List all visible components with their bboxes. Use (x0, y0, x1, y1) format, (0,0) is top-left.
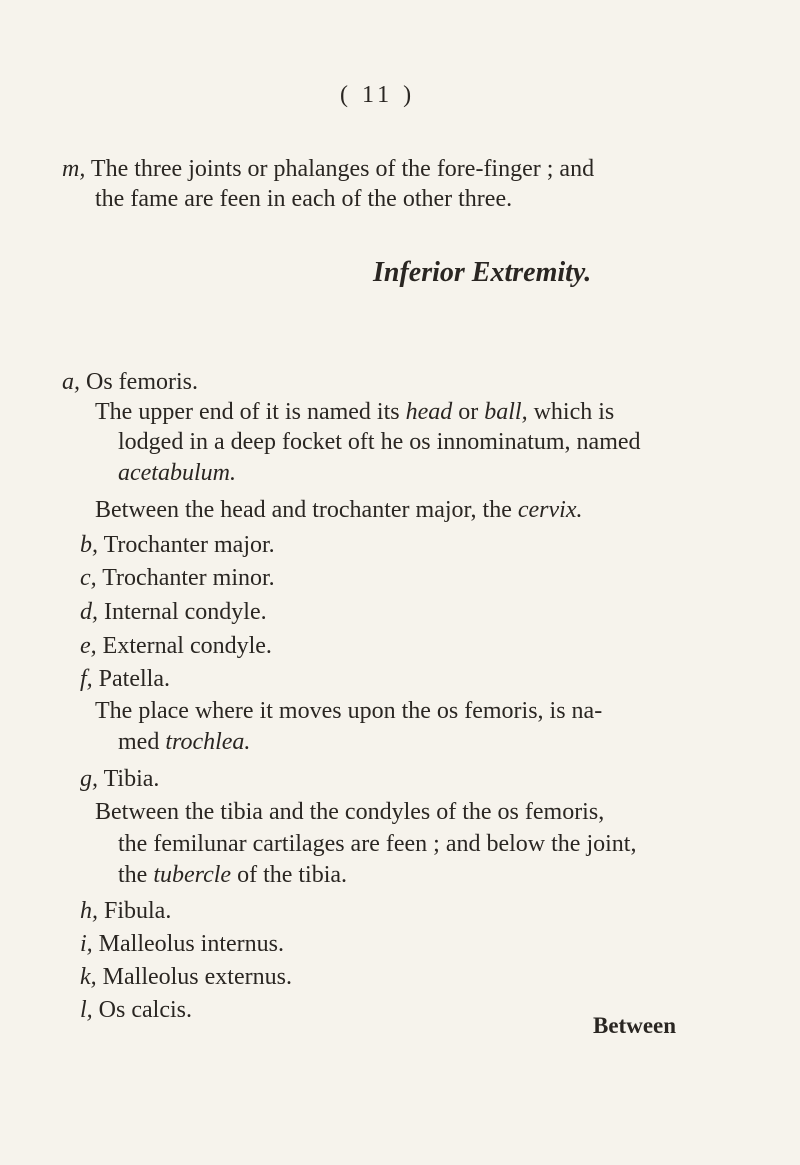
entry-label: Malleolus externus. (102, 964, 292, 990)
entry-text: The three joints or phalanges of the fore-finger ; and (90, 156, 595, 182)
entry-g-desc-1: Between the tibia and the condyles of the os femoris, (95, 799, 605, 825)
italic-term: trochlea. (165, 729, 251, 755)
text: which is (527, 399, 615, 425)
entry-c (80, 563, 275, 593)
text: or (452, 399, 485, 425)
entry-a-desc-4 (95, 495, 582, 525)
page-number: ( 11 ) (340, 82, 416, 108)
entry-letter: d, (80, 599, 98, 625)
entry-label: Fibula. (104, 898, 172, 924)
entry-letter: f, (80, 666, 93, 692)
entry-letter: k, (80, 964, 97, 990)
entry-g-desc-3 (118, 860, 347, 890)
entry-f-desc-2 (118, 727, 250, 757)
italic-term: cervix. (517, 497, 583, 523)
text: med (118, 729, 166, 755)
entry-letter: h, (80, 898, 98, 924)
entry-k (80, 962, 292, 992)
entry-l (80, 995, 192, 1025)
entry-a-desc-3: acetabulum. (118, 460, 236, 486)
entry-letter: a, (62, 369, 80, 395)
text: the (118, 862, 154, 888)
text: Between the head and trochanter major, the (95, 497, 518, 523)
entry-i (80, 929, 284, 959)
entry-b (80, 530, 275, 560)
entry-label: Malleolus internus. (98, 931, 284, 957)
entry-f-desc-1: The place where it moves upon the os femoris, is na- (95, 698, 603, 724)
entry-label: External condyle. (102, 633, 272, 659)
entry-label: Internal condyle. (104, 599, 267, 625)
text: of the tibia. (231, 862, 348, 888)
entry-label: Tibia. (103, 766, 160, 792)
entry-letter: e, (80, 633, 97, 659)
entry-label: Trochanter minor. (102, 565, 275, 591)
entry-label: Os calcis. (98, 997, 192, 1023)
italic-term: ball, (484, 399, 528, 425)
entry-letter: b, (80, 532, 98, 558)
entry-d (80, 597, 267, 627)
entry-letter: m, (62, 156, 86, 182)
entry-a (62, 367, 198, 397)
entry-f (80, 664, 170, 694)
entry-h (80, 896, 171, 926)
italic-term: head (405, 399, 453, 425)
entry-a-desc-2: lodged in a deep focket oft he os innominatum, named (118, 429, 641, 455)
entry-letter: g, (80, 766, 98, 792)
entry-label: Os femoris. (86, 369, 198, 395)
entry-g-desc-2: the femilunar cartilages are feen ; and below the joint, (118, 831, 637, 857)
entry-a-desc-1 (95, 397, 614, 427)
entry-letter: l, (80, 997, 93, 1023)
entry-letter: i, (80, 931, 93, 957)
entry-m (62, 154, 594, 184)
catchword: Between (593, 1013, 677, 1038)
section-heading: Inferior Extremity. (373, 257, 592, 288)
text: The upper end of it is named its (95, 399, 406, 425)
entry-e (80, 631, 272, 661)
entry-letter: c, (80, 565, 97, 591)
italic-term: tubercle (153, 862, 232, 888)
entry-label: Trochanter major. (103, 532, 275, 558)
entry-label: Patella. (98, 666, 170, 692)
entry-g (80, 764, 159, 794)
entry-m-continued: the fame are feen in each of the other three. (95, 186, 513, 212)
